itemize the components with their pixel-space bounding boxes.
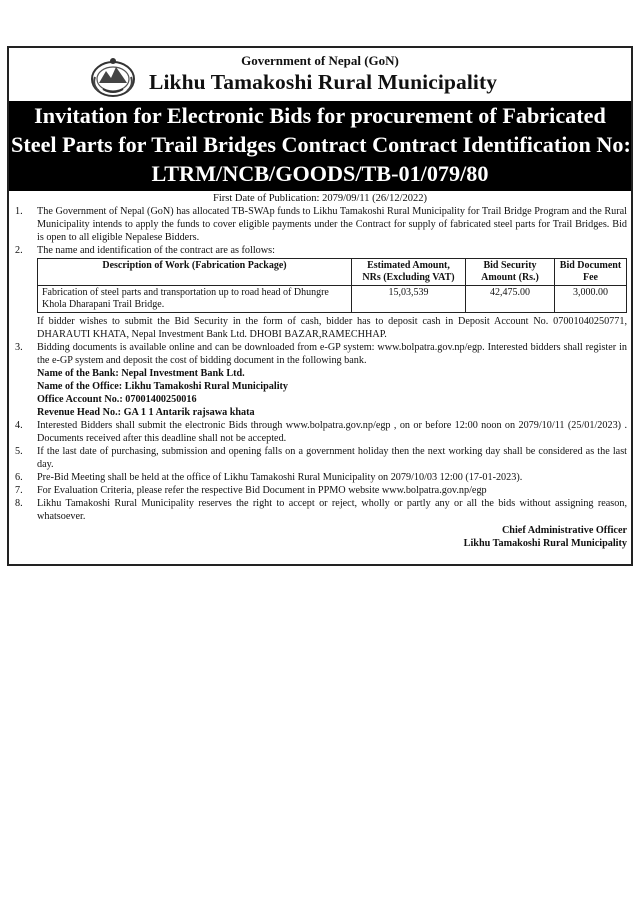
cell-fee: 3,000.00 <box>555 286 627 313</box>
cell-description: Fabrication of steel parts and transportation up to road head of Dhungre Khola Dharapani Trail Bridge. <box>38 286 352 313</box>
revenue-head: Revenue Head No.: GA 1 1 Antarik rajsawa khata <box>37 407 255 418</box>
table-row <box>38 286 627 313</box>
item-number: 7. <box>15 485 23 496</box>
item-number: 3. <box>15 342 23 353</box>
item-text: Bidding documents is available online and can be downloaded from e-GP system: www.bolpatra.gov.np/egp. Interested bidders shall register in the e-GP system and deposit the cost of bidding document in the following bank. <box>37 342 627 366</box>
item-text: The Government of Nepal (GoN) has allocated TB-SWAp funds to Likhu Tamakoshi Rural Municipality for Trail Bridge Program and the Rural Municipality intends to apply the funds to cover eligible payments under the Contract for supply of fabricated steel parts for Trail Bridges. Bid is open to all eligible Nepalese Bidders. <box>37 206 627 243</box>
contract-table <box>37 258 627 313</box>
col-security-header: Bid Security Amount (Rs.) <box>466 259 555 286</box>
list-item <box>13 419 627 445</box>
notice-header <box>9 48 631 101</box>
item-number: 5. <box>15 446 23 457</box>
cell-estimate: 15,03,539 <box>352 286 466 313</box>
item-number: 6. <box>15 472 23 483</box>
col-estimate-header: Estimated Amount, NRs (Excluding VAT) <box>352 259 466 286</box>
item-number: 1. <box>15 206 23 217</box>
cash-deposit-note: If bidder wishes to submit the Bid Security in the form of cash, bidder has to deposit cash in Deposit Account No. 07001040250771, DHARAUTI KHATA, Nepal Investment Bank Ltd. DHOBI BAZAR,RAMECHHAP. <box>37 316 627 340</box>
list-item <box>13 484 627 497</box>
cell-security: 42,475.00 <box>466 286 555 313</box>
publication-date: First Date of Publication: 2079/09/11 (26/12/2022) <box>213 193 427 204</box>
signatory-title: Chief Administrative Officer <box>501 525 627 536</box>
tender-notice <box>7 46 633 566</box>
item-number: 4. <box>15 420 23 431</box>
table-header-row <box>38 259 627 286</box>
nepal-emblem-icon <box>89 55 137 99</box>
col-description-header: Description of Work (Fabrication Package) <box>38 259 352 286</box>
signatory-org: Likhu Tamakoshi Rural Municipality <box>463 538 627 549</box>
item-text: If the last date of purchasing, submission and opening falls on a government holiday then the next working day shall be considered as the last day. <box>37 446 627 470</box>
list-item <box>13 341 627 367</box>
banner-line-3: LTRM/NCB/GOODS/TB-01/079/80 <box>151 161 489 186</box>
list-item <box>13 205 627 244</box>
banner-line-1: Invitation for Electronic Bids for procurement of Fabricated <box>34 103 606 128</box>
item-number: 8. <box>15 498 23 509</box>
list-item <box>13 497 627 523</box>
signature-block <box>9 524 631 550</box>
item-text: The name and identification of the contract are as follows: <box>37 245 275 256</box>
item-text: Interested Bidders shall submit the electronic Bids through www.bolpatra.gov.np/egp , on or before 12:00 noon on 2079/10/11 (25/01/2023) . Documents received after this deadline shall not be accepted. <box>37 420 627 444</box>
list-item <box>13 471 627 484</box>
office-account: Office Account No.: 07001400250016 <box>37 394 197 405</box>
title-banner <box>9 101 631 191</box>
banner-line-2: Steel Parts for Trail Bridges Contract Contract Identification No: <box>11 132 631 157</box>
col-fee-header: Bid Document Fee <box>555 259 627 286</box>
municipality-name: Likhu Tamakoshi Rural Municipality <box>149 70 498 94</box>
item-text: For Evaluation Criteria, please refer the respective Bid Document in PPMO website www.bolpatra.gov.np/egp <box>37 485 487 496</box>
office-name: Name of the Office: Likhu Tamakoshi Rural Municipality <box>37 381 289 392</box>
item-number: 2. <box>15 245 23 256</box>
notice-body <box>9 205 631 523</box>
item-text: Likhu Tamakoshi Rural Municipality reserves the right to accept or reject, wholly or partly any or all the bids without assigning reason, whatsoever. <box>37 498 627 522</box>
list-item <box>13 244 627 257</box>
list-item <box>13 445 627 471</box>
item-text: Pre-Bid Meeting shall be held at the office of Likhu Tamakoshi Rural Municipality on 2079/10/03 12:00 (17-01-2023). <box>37 472 523 483</box>
bank-name: Name of the Bank: Nepal Investment Bank Ltd. <box>37 368 245 379</box>
government-name: Government of Nepal (GoN) <box>241 53 399 68</box>
